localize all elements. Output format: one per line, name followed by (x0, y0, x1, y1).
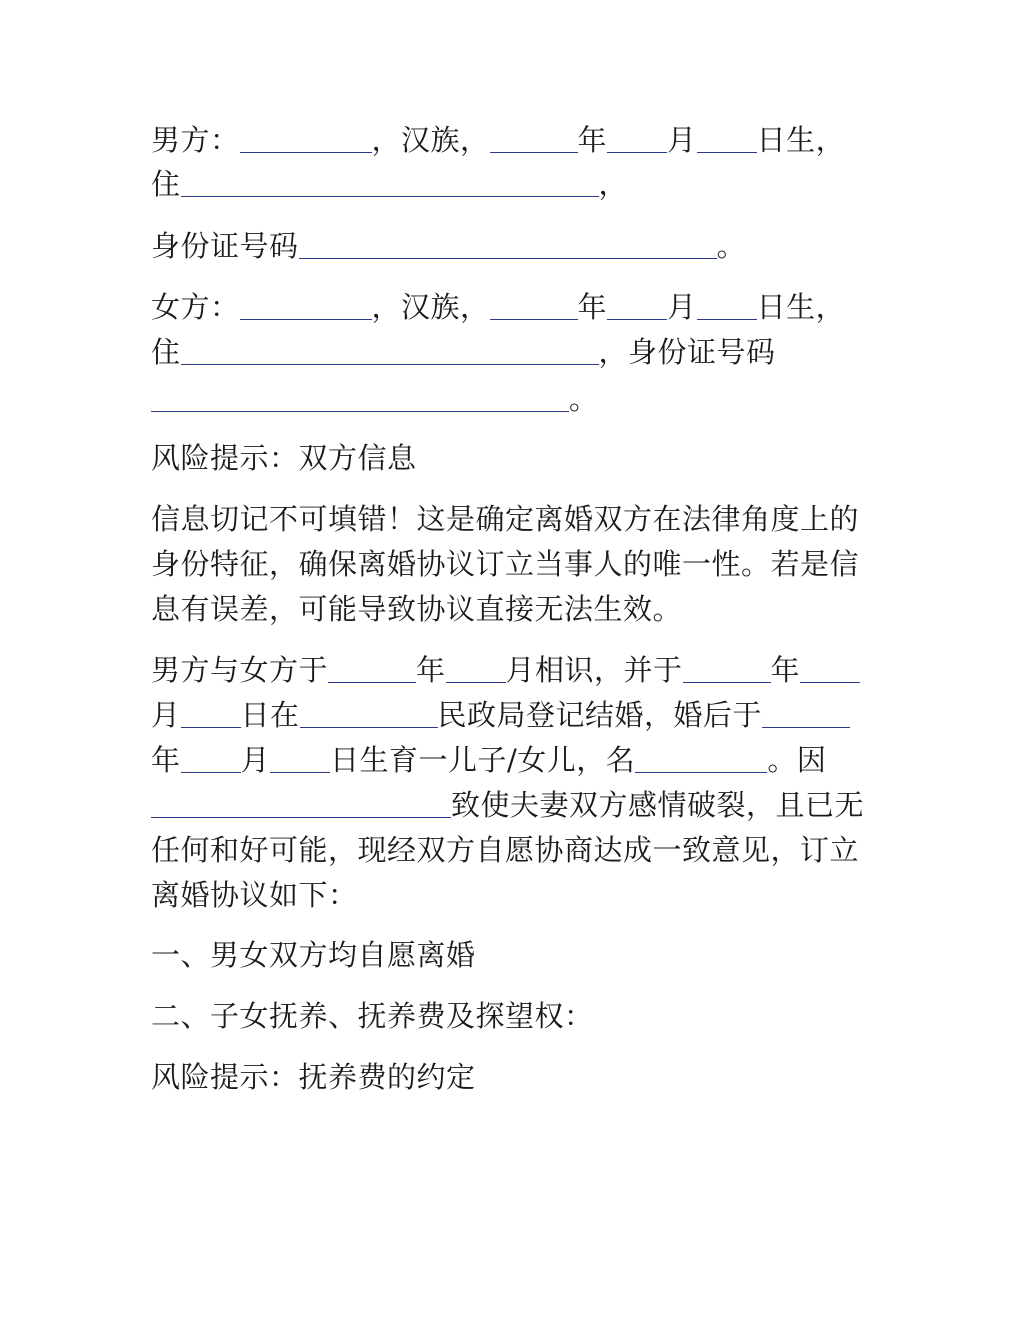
year-label: 年 (770, 653, 801, 687)
female-ethnicity: ，汉族， (371, 290, 490, 324)
female-residence-blank[interactable] (181, 336, 599, 365)
female-id-blank[interactable] (151, 383, 569, 412)
male-id-blank[interactable] (299, 230, 717, 259)
bureau-blank[interactable] (300, 699, 438, 728)
comma: ， (598, 167, 629, 201)
clause-1: 一、男女双方均自愿离婚 (151, 938, 476, 972)
residence-label: 住 (151, 335, 181, 369)
marriage-intro: 男方与女方于 (151, 653, 329, 687)
risk-note-body-line: 身份特征，确保离婚协议订立当事人的唯一性。若是信 (151, 547, 860, 581)
month-label: 月 (667, 123, 697, 157)
year-label: 年 (151, 743, 181, 777)
child-born-label: 日生育一儿子/女儿，名 (330, 743, 636, 777)
male-residence-line (151, 162, 628, 206)
female-name-blank[interactable] (240, 291, 372, 320)
year-label: 年 (577, 123, 608, 157)
because-label: 。因 (767, 743, 827, 777)
risk-note-title: 风险提示：双方信息 (151, 441, 417, 475)
male-info-line (151, 118, 845, 162)
female-birth-year-blank[interactable] (490, 291, 578, 320)
clause-2: 二、子女抚养、抚养费及探望权： (151, 999, 594, 1033)
female-label: 女方： (151, 290, 240, 324)
male-birth-month-blank[interactable] (607, 124, 667, 153)
day-at-label: 日在 (240, 698, 300, 732)
month-label: 月 (151, 698, 181, 732)
female-id-label: ，身份证号码 (598, 335, 776, 369)
female-info-line (151, 285, 845, 329)
male-name-blank[interactable] (240, 124, 372, 153)
month-label: 月 (240, 743, 271, 777)
period: 。 (716, 229, 747, 263)
year-label: 年 (416, 653, 446, 687)
child-year-blank[interactable] (762, 699, 850, 728)
marriage-line-2 (151, 693, 850, 737)
met-month-label: 月相识，并于 (505, 653, 683, 687)
risk-note-body-line: 息有误差，可能导致协议直接无法生效。 (151, 592, 683, 626)
risk-note-body-line: 信息切记不可填错！这是确定离婚双方在法律角度上的 (151, 502, 860, 536)
male-id-label: 身份证号码 (151, 229, 299, 263)
male-ethnicity: ，汉族， (371, 123, 490, 157)
male-label: 男方： (151, 123, 240, 157)
child-month-blank[interactable] (181, 744, 241, 773)
risk-note-2: 风险提示：抚养费的约定 (151, 1060, 476, 1094)
met-month-blank[interactable] (446, 654, 506, 683)
female-birth-month-blank[interactable] (607, 291, 667, 320)
period: 。 (569, 382, 599, 416)
male-birth-day-blank[interactable] (697, 124, 757, 153)
female-residence-line (151, 330, 776, 374)
wed-year-blank[interactable] (683, 654, 771, 683)
male-birth-year-blank[interactable] (490, 124, 578, 153)
year-label: 年 (577, 290, 608, 324)
marriage-line-5: 任何和好可能，现经双方自愿协商达成一致意见，订立 (151, 833, 860, 867)
female-birth-day-blank[interactable] (697, 291, 757, 320)
marriage-line-3 (151, 738, 826, 782)
cause-blank[interactable] (151, 789, 451, 818)
male-residence-blank[interactable] (181, 168, 599, 197)
month-label: 月 (667, 290, 697, 324)
day-born-label: 日生， (756, 123, 846, 157)
child-name-blank[interactable] (635, 744, 767, 773)
wed-month-blank[interactable] (800, 654, 860, 683)
bureau-label: 民政局登记结婚，婚后于 (437, 698, 763, 732)
child-day-blank[interactable] (270, 744, 330, 773)
wed-day-blank[interactable] (181, 699, 241, 728)
marriage-line-1 (151, 648, 860, 692)
male-id-line (151, 224, 746, 268)
marriage-line-6: 离婚协议如下： (151, 878, 358, 912)
met-year-blank[interactable] (328, 654, 416, 683)
female-id-line (151, 377, 599, 421)
day-born-label: 日生， (756, 290, 846, 324)
residence-label: 住 (151, 167, 181, 201)
cause-label: 致使夫妻双方感情破裂，且已无 (451, 788, 865, 822)
marriage-line-4 (151, 783, 864, 827)
